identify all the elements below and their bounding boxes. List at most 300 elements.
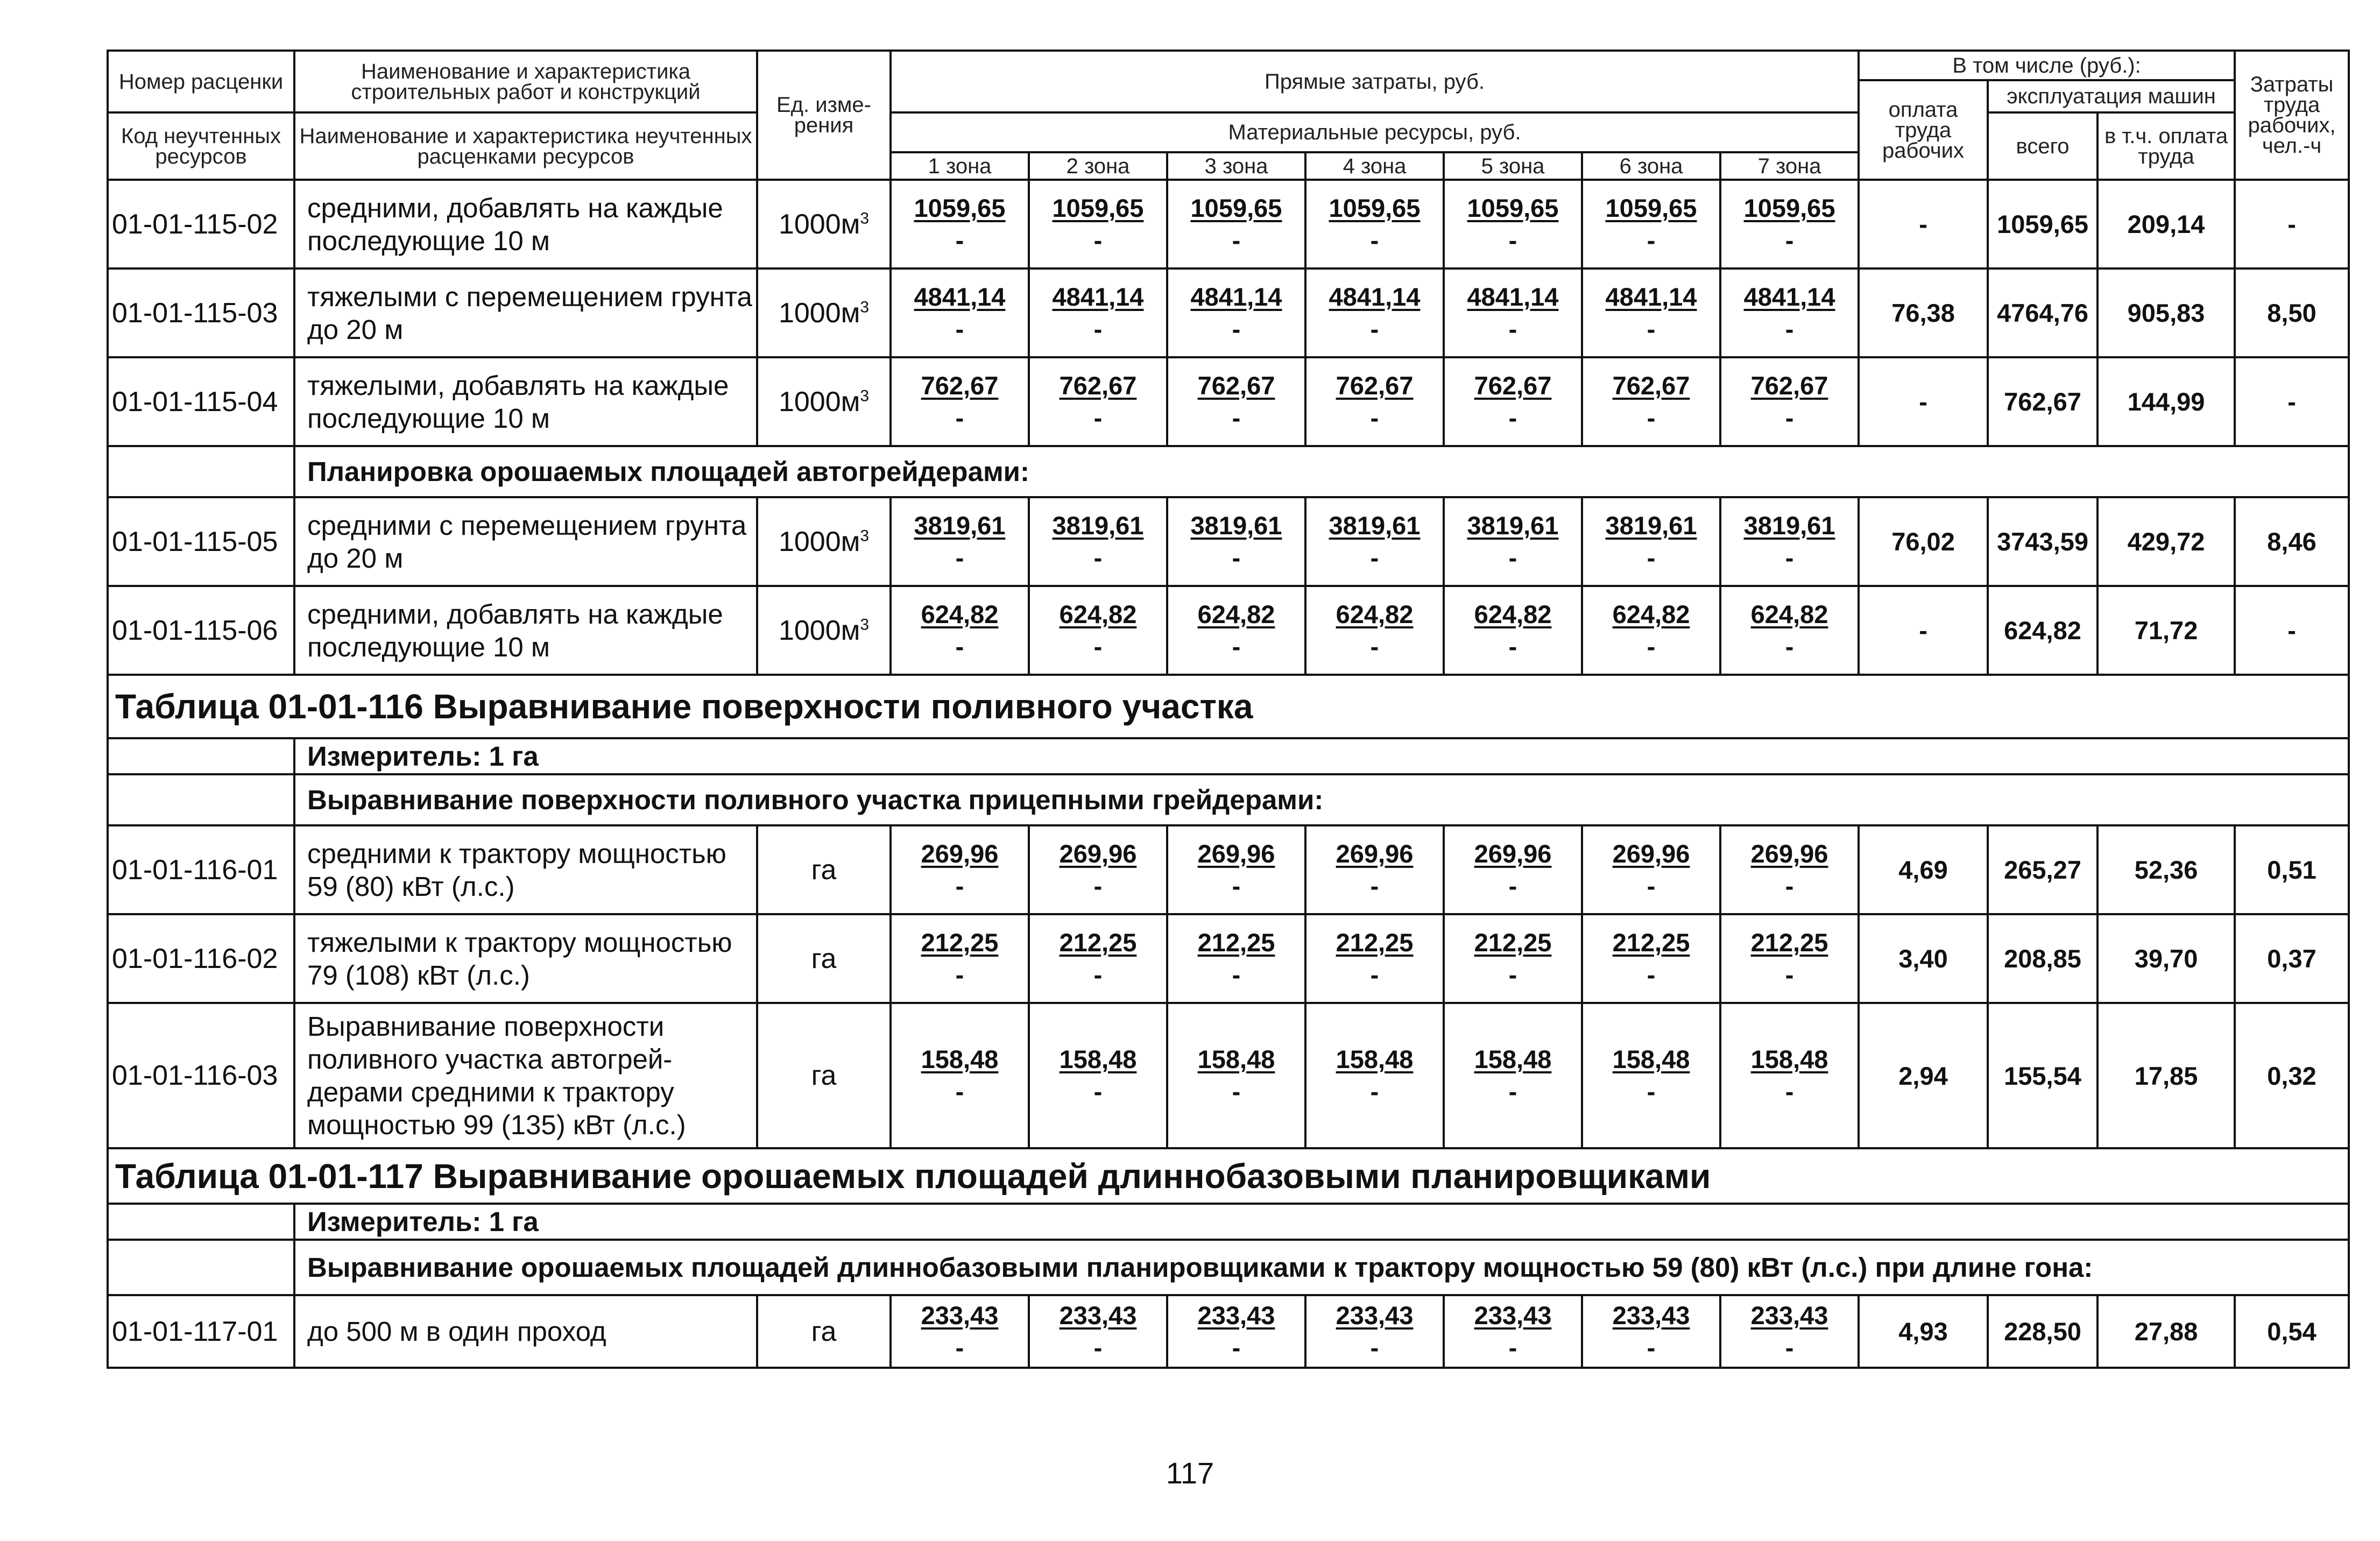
zone-price: 762,67 <box>1612 371 1690 400</box>
zone-price: 1059,65 <box>1467 193 1559 222</box>
zone-resource: - <box>1232 403 1241 432</box>
zone-price: 3819,61 <box>1190 511 1282 540</box>
table-row <box>108 180 2349 268</box>
empty-code-cell <box>108 738 294 774</box>
zone-resource: - <box>955 960 964 989</box>
rate-code: 01-01-115-04 <box>108 357 294 446</box>
zone-5-cost <box>1444 825 1582 914</box>
machine-labor-pay: 209,14 <box>2097 180 2235 268</box>
zone-6-cost <box>1582 1003 1720 1148</box>
section-row <box>108 446 2349 497</box>
unit-text: га <box>811 854 837 886</box>
zone-price: 3819,61 <box>914 511 1006 540</box>
zone-price: 269,96 <box>1059 839 1137 868</box>
zone-1-cost <box>891 586 1029 675</box>
zone-6-cost <box>1582 825 1720 914</box>
header-zone-6: 6 зона <box>1582 152 1720 180</box>
zone-5-cost <box>1444 268 1582 357</box>
header-name-top: Наименование и характеристика строительных работ и конструкций <box>294 51 757 112</box>
zone-resource: - <box>955 543 964 572</box>
zone-price: 158,48 <box>1750 1045 1828 1073</box>
rate-code: 01-01-116-03 <box>108 1003 294 1148</box>
zone-resource: - <box>955 403 964 432</box>
rate-code: 01-01-115-05 <box>108 497 294 586</box>
zone-7-cost <box>1720 825 1859 914</box>
table-row <box>108 357 2349 446</box>
zone-4-cost <box>1305 1003 1444 1148</box>
zone-resource: - <box>1232 225 1241 255</box>
zone-price: 233,43 <box>1612 1300 1690 1330</box>
zone-resource: - <box>1508 632 1517 661</box>
table-row <box>108 586 2349 675</box>
zone-price: 4841,14 <box>1052 282 1144 311</box>
unit-superscript: 3 <box>860 387 870 405</box>
zone-price: 233,43 <box>921 1300 999 1330</box>
empty-code-cell <box>108 446 294 497</box>
zone-1-cost <box>891 497 1029 586</box>
zone-resource: - <box>1232 543 1241 572</box>
zone-4-cost <box>1305 268 1444 357</box>
empty-code-cell <box>108 1240 294 1295</box>
machine-total: 762,67 <box>1988 357 2097 446</box>
zone-resource: - <box>1370 403 1379 432</box>
machine-labor-pay: 17,85 <box>2097 1003 2235 1148</box>
labor-hours: 0,32 <box>2235 1003 2349 1148</box>
zone-5-cost <box>1444 180 1582 268</box>
header-labor-costs: Затраты труда рабочих, чел.-ч <box>2235 51 2349 180</box>
table-row <box>108 825 2349 914</box>
unit-text: 1000м <box>778 386 860 418</box>
rate-code: 01-01-116-01 <box>108 825 294 914</box>
zone-resource: - <box>1232 632 1241 661</box>
zone-resource: - <box>1785 960 1794 989</box>
labor-hours: 0,51 <box>2235 825 2349 914</box>
zone-7-cost <box>1720 1295 1859 1368</box>
zone-price: 269,96 <box>921 839 999 868</box>
zone-price: 762,67 <box>1474 371 1552 400</box>
unit-superscript: 3 <box>860 616 870 634</box>
zone-resource: - <box>1508 1077 1517 1106</box>
labor-pay: - <box>1859 357 1988 446</box>
labor-pay: 76,02 <box>1859 497 1988 586</box>
zone-4-cost <box>1305 180 1444 268</box>
zone-price: 233,43 <box>1197 1300 1275 1330</box>
zone-6-cost <box>1582 586 1720 675</box>
unit-text: га <box>811 943 837 974</box>
zone-price: 269,96 <box>1612 839 1690 868</box>
zone-price: 212,25 <box>1750 928 1828 957</box>
zone-resource: - <box>1370 871 1379 900</box>
zone-price: 158,48 <box>921 1045 999 1073</box>
machine-labor-pay: 27,88 <box>2097 1295 2235 1368</box>
machine-total: 228,50 <box>1988 1295 2097 1368</box>
work-name: средними к трактору мощностью 59 (80) кВт (л.с.) <box>294 825 757 914</box>
header-zone-3: 3 зона <box>1167 152 1305 180</box>
zone-resource: - <box>955 871 964 900</box>
zone-4-cost <box>1305 357 1444 446</box>
zone-5-cost <box>1444 1295 1582 1368</box>
zone-price: 212,25 <box>1197 928 1275 957</box>
table-title: Таблица 01-01-117 Выравнивание орошаемых площадей длиннобазовыми планировщиками <box>108 1148 2349 1204</box>
zone-price: 624,82 <box>1612 599 1690 628</box>
zone-3-cost <box>1167 180 1305 268</box>
zone-3-cost <box>1167 357 1305 446</box>
zone-resource: - <box>1785 543 1794 572</box>
header-machine-operation: эксплуатация машин <box>1988 80 2235 112</box>
zone-4-cost <box>1305 586 1444 675</box>
zone-2-cost <box>1029 586 1167 675</box>
empty-code-cell <box>108 1204 294 1240</box>
zone-3-cost <box>1167 586 1305 675</box>
labor-pay: 2,94 <box>1859 1003 1988 1148</box>
zone-resource: - <box>1508 871 1517 900</box>
zone-price: 212,25 <box>1612 928 1690 957</box>
zone-6-cost <box>1582 268 1720 357</box>
measure-label: Измеритель: 1 га <box>294 1204 2349 1240</box>
zone-2-cost <box>1029 497 1167 586</box>
header-code-bottom: Код неучтенных ресурсов <box>108 112 294 180</box>
zone-1-cost <box>891 357 1029 446</box>
zone-resource: - <box>1370 960 1379 989</box>
zone-resource: - <box>1508 314 1517 343</box>
zone-4-cost <box>1305 825 1444 914</box>
zone-3-cost <box>1167 1003 1305 1148</box>
zone-3-cost <box>1167 268 1305 357</box>
zone-2-cost <box>1029 825 1167 914</box>
zone-price: 4841,14 <box>1467 282 1559 311</box>
zone-price: 624,82 <box>921 599 999 628</box>
zone-resource: - <box>1647 632 1656 661</box>
zone-4-cost <box>1305 1295 1444 1368</box>
zone-1-cost <box>891 825 1029 914</box>
labor-pay: 3,40 <box>1859 914 1988 1003</box>
zone-price: 4841,14 <box>1190 282 1282 311</box>
zone-resource: - <box>1647 314 1656 343</box>
unit-cell <box>757 1003 891 1148</box>
zone-price: 158,48 <box>1336 1045 1414 1073</box>
page-number: 117 <box>1166 1456 1214 1490</box>
header-code-top: Номер расценки <box>108 51 294 112</box>
zone-2-cost <box>1029 357 1167 446</box>
zone-price: 233,43 <box>1336 1300 1414 1330</box>
measure-label: Измеритель: 1 га <box>294 738 2349 774</box>
zone-4-cost <box>1305 914 1444 1003</box>
zone-price: 1059,65 <box>1743 193 1835 222</box>
machine-labor-pay: 144,99 <box>2097 357 2235 446</box>
table-title: Таблица 01-01-116 Выравнивание поверхности поливного участка <box>108 675 2349 738</box>
measure-row <box>108 738 2349 774</box>
zone-resource: - <box>1370 1333 1379 1362</box>
zone-price: 269,96 <box>1474 839 1552 868</box>
zone-resource: - <box>1093 225 1103 255</box>
zone-resource: - <box>1785 871 1794 900</box>
zone-price: 624,82 <box>1336 599 1414 628</box>
header-zone-1: 1 зона <box>891 152 1029 180</box>
zone-price: 1059,65 <box>1190 193 1282 222</box>
work-name: средними, добавлять на каждые последующие 10 м <box>294 586 757 675</box>
zone-price: 269,96 <box>1750 839 1828 868</box>
zone-resource: - <box>1232 1077 1241 1106</box>
machine-total: 3743,59 <box>1988 497 2097 586</box>
zone-3-cost <box>1167 1295 1305 1368</box>
zone-resource: - <box>1232 1333 1241 1362</box>
header-name-bottom: Наименование и характеристика неучтенных расценками ресурсов <box>294 112 757 180</box>
work-name: тяжелыми, добавлять на каждые последующие 10 м <box>294 357 757 446</box>
zone-price: 3819,61 <box>1329 511 1421 540</box>
zone-price: 1059,65 <box>1329 193 1421 222</box>
zone-resource: - <box>1093 543 1103 572</box>
zone-price: 3819,61 <box>1052 511 1144 540</box>
table-row <box>108 497 2349 586</box>
zone-price: 269,96 <box>1336 839 1414 868</box>
zone-price: 762,67 <box>1059 371 1137 400</box>
zone-resource: - <box>955 1333 964 1362</box>
machine-labor-pay: 429,72 <box>2097 497 2235 586</box>
zone-resource: - <box>1785 403 1794 432</box>
zone-resource: - <box>955 314 964 343</box>
zone-price: 212,25 <box>921 928 999 957</box>
zone-resource: - <box>955 632 964 661</box>
labor-hours: 0,54 <box>2235 1295 2349 1368</box>
zone-price: 762,67 <box>1197 371 1275 400</box>
zone-7-cost <box>1720 268 1859 357</box>
zone-7-cost <box>1720 180 1859 268</box>
zone-price: 233,43 <box>1474 1300 1552 1330</box>
machine-total: 624,82 <box>1988 586 2097 675</box>
zone-1-cost <box>891 268 1029 357</box>
section-heading: Выравнивание поверхности поливного участка прицепными грейдерами: <box>294 774 2349 825</box>
header-material-resources: Материальные ресурсы, руб. <box>891 112 1859 152</box>
labor-pay: - <box>1859 586 1988 675</box>
zone-price: 1059,65 <box>914 193 1006 222</box>
header-zone-2: 2 зона <box>1029 152 1167 180</box>
zone-resource: - <box>1093 960 1103 989</box>
zone-resource: - <box>1370 225 1379 255</box>
zone-resource: - <box>1232 871 1241 900</box>
header-zone-7: 7 зона <box>1720 152 1859 180</box>
zone-6-cost <box>1582 1295 1720 1368</box>
labor-hours: - <box>2235 586 2349 675</box>
work-name: тяжелыми к трактору мощностью 79 (108) кВт (л.с.) <box>294 914 757 1003</box>
zone-price: 158,48 <box>1197 1045 1275 1073</box>
labor-hours: 8,46 <box>2235 497 2349 586</box>
zone-resource: - <box>1785 1333 1794 1362</box>
zone-resource: - <box>1093 314 1103 343</box>
zone-2-cost <box>1029 268 1167 357</box>
unit-text: га <box>811 1316 837 1347</box>
zone-price: 233,43 <box>1059 1300 1137 1330</box>
machine-labor-pay: 52,36 <box>2097 825 2235 914</box>
table-row <box>108 268 2349 357</box>
zone-3-cost <box>1167 825 1305 914</box>
unit-cell <box>757 914 891 1003</box>
zone-price: 212,25 <box>1474 928 1552 957</box>
zone-2-cost <box>1029 180 1167 268</box>
zone-resource: - <box>955 225 964 255</box>
zone-1-cost <box>891 1295 1029 1368</box>
section-row <box>108 774 2349 825</box>
header-direct-costs: Прямые затраты, руб. <box>891 51 1859 112</box>
section-heading: Планировка орошаемых площадей автогрейдерами: <box>294 446 2349 497</box>
zone-6-cost <box>1582 914 1720 1003</box>
labor-hours: 8,50 <box>2235 268 2349 357</box>
zone-resource: - <box>1647 960 1656 989</box>
header-zone-5: 5 зона <box>1444 152 1582 180</box>
unit-text: га <box>811 1060 837 1091</box>
zone-price: 4841,14 <box>914 282 1006 311</box>
table-row <box>108 1295 2349 1368</box>
table-title-row <box>108 1148 2349 1204</box>
zone-price: 624,82 <box>1474 599 1552 628</box>
machine-labor-pay: 71,72 <box>2097 586 2235 675</box>
header-unit: Ед. изме-рения <box>757 51 891 180</box>
zone-price: 3819,61 <box>1605 511 1697 540</box>
unit-superscript: 3 <box>860 298 870 316</box>
zone-5-cost <box>1444 914 1582 1003</box>
zone-resource: - <box>1093 403 1103 432</box>
zone-resource: - <box>1647 1333 1656 1362</box>
zone-resource: - <box>1647 543 1656 572</box>
zone-2-cost <box>1029 914 1167 1003</box>
unit-cell <box>757 268 891 357</box>
zone-price: 624,82 <box>1059 599 1137 628</box>
labor-pay: - <box>1859 180 1988 268</box>
zone-2-cost <box>1029 1295 1167 1368</box>
unit-cell <box>757 1295 891 1368</box>
zone-price: 4841,14 <box>1743 282 1835 311</box>
rate-code: 01-01-115-06 <box>108 586 294 675</box>
zone-5-cost <box>1444 1003 1582 1148</box>
zone-1-cost <box>891 1003 1029 1148</box>
table-row <box>108 1003 2349 1148</box>
zone-resource: - <box>1508 403 1517 432</box>
zone-price: 762,67 <box>921 371 999 400</box>
zone-resource: - <box>1508 225 1517 255</box>
zone-price: 624,82 <box>1750 599 1828 628</box>
zone-resource: - <box>1093 1333 1103 1362</box>
zone-price: 762,67 <box>1336 371 1414 400</box>
zone-6-cost <box>1582 180 1720 268</box>
unit-text: 1000м <box>778 297 860 329</box>
zone-6-cost <box>1582 357 1720 446</box>
header-machine-labor: в т.ч. оплата труда <box>2097 112 2235 180</box>
zone-price: 3819,61 <box>1743 511 1835 540</box>
zone-price: 3819,61 <box>1467 511 1559 540</box>
zone-4-cost <box>1305 497 1444 586</box>
work-name: средними, добавлять на каждые последующие 10 м <box>294 180 757 268</box>
rate-code: 01-01-117-01 <box>108 1295 294 1368</box>
empty-code-cell <box>108 774 294 825</box>
labor-pay: 4,93 <box>1859 1295 1988 1368</box>
section-heading: Выравнивание орошаемых площадей длиннобазовыми планировщиками к трактору мощностью 59 (80) кВт (л.с.) при длине гона: <box>294 1240 2349 1295</box>
unit-text: 1000м <box>778 526 860 557</box>
zone-resource: - <box>1370 632 1379 661</box>
machine-labor-pay: 905,83 <box>2097 268 2235 357</box>
zone-7-cost <box>1720 357 1859 446</box>
machine-total: 208,85 <box>1988 914 2097 1003</box>
zone-resource: - <box>1093 871 1103 900</box>
zone-price: 212,25 <box>1336 928 1414 957</box>
zone-5-cost <box>1444 497 1582 586</box>
zone-resource: - <box>1647 403 1656 432</box>
unit-superscript: 3 <box>860 527 870 545</box>
zone-resource: - <box>1785 1077 1794 1106</box>
work-name: Выравнивание поверхности поливного участка автогрей-дерами средними к трактору мощностью 99 (135) кВт (л.с.) <box>294 1003 757 1148</box>
zone-resource: - <box>1647 1077 1656 1106</box>
zone-resource: - <box>1232 314 1241 343</box>
zone-price: 158,48 <box>1474 1045 1552 1073</box>
zone-6-cost <box>1582 497 1720 586</box>
zone-3-cost <box>1167 914 1305 1003</box>
zone-price: 158,48 <box>1612 1045 1690 1073</box>
zone-resource: - <box>1093 1077 1103 1106</box>
zone-7-cost <box>1720 497 1859 586</box>
zone-5-cost <box>1444 357 1582 446</box>
header-zone-4: 4 зона <box>1305 152 1444 180</box>
zone-price: 233,43 <box>1750 1300 1828 1330</box>
machine-total: 155,54 <box>1988 1003 2097 1148</box>
rate-code: 01-01-115-02 <box>108 180 294 268</box>
unit-cell <box>757 497 891 586</box>
zone-price: 4841,14 <box>1329 282 1421 311</box>
measure-row <box>108 1204 2349 1240</box>
zone-3-cost <box>1167 497 1305 586</box>
labor-hours: - <box>2235 357 2349 446</box>
unit-text: 1000м <box>778 208 860 240</box>
machine-total: 1059,65 <box>1988 180 2097 268</box>
zone-resource: - <box>1647 225 1656 255</box>
unit-cell <box>757 825 891 914</box>
zone-resource: - <box>1508 960 1517 989</box>
labor-pay: 4,69 <box>1859 825 1988 914</box>
zone-7-cost <box>1720 1003 1859 1148</box>
zone-resource: - <box>1370 1077 1379 1106</box>
zone-1-cost <box>891 180 1029 268</box>
labor-pay: 76,38 <box>1859 268 1988 357</box>
zone-5-cost <box>1444 586 1582 675</box>
zone-resource: - <box>1785 314 1794 343</box>
unit-superscript: 3 <box>860 209 870 228</box>
zone-price: 1059,65 <box>1605 193 1697 222</box>
zone-resource: - <box>1093 632 1103 661</box>
zone-price: 624,82 <box>1197 599 1275 628</box>
table-row <box>108 914 2349 1003</box>
unit-cell <box>757 357 891 446</box>
zone-resource: - <box>1508 1333 1517 1362</box>
header-including: В том числе (руб.): <box>1859 51 2235 80</box>
zone-resource: - <box>1647 871 1656 900</box>
zone-price: 158,48 <box>1059 1045 1137 1073</box>
unit-cell <box>757 180 891 268</box>
machine-total: 265,27 <box>1988 825 2097 914</box>
zone-resource: - <box>1370 543 1379 572</box>
table-title-row <box>108 675 2349 738</box>
labor-hours: - <box>2235 180 2349 268</box>
zone-price: 762,67 <box>1750 371 1828 400</box>
zone-2-cost <box>1029 1003 1167 1148</box>
header-machine-total: всего <box>1988 112 2097 180</box>
zone-resource: - <box>1370 314 1379 343</box>
work-name: средними с перемещением грунта до 20 м <box>294 497 757 586</box>
rate-code: 01-01-115-03 <box>108 268 294 357</box>
unit-cell <box>757 586 891 675</box>
zone-resource: - <box>1785 632 1794 661</box>
section-row <box>108 1240 2349 1295</box>
zone-1-cost <box>891 914 1029 1003</box>
zone-resource: - <box>1785 225 1794 255</box>
zone-resource: - <box>1508 543 1517 572</box>
zone-resource: - <box>955 1077 964 1106</box>
